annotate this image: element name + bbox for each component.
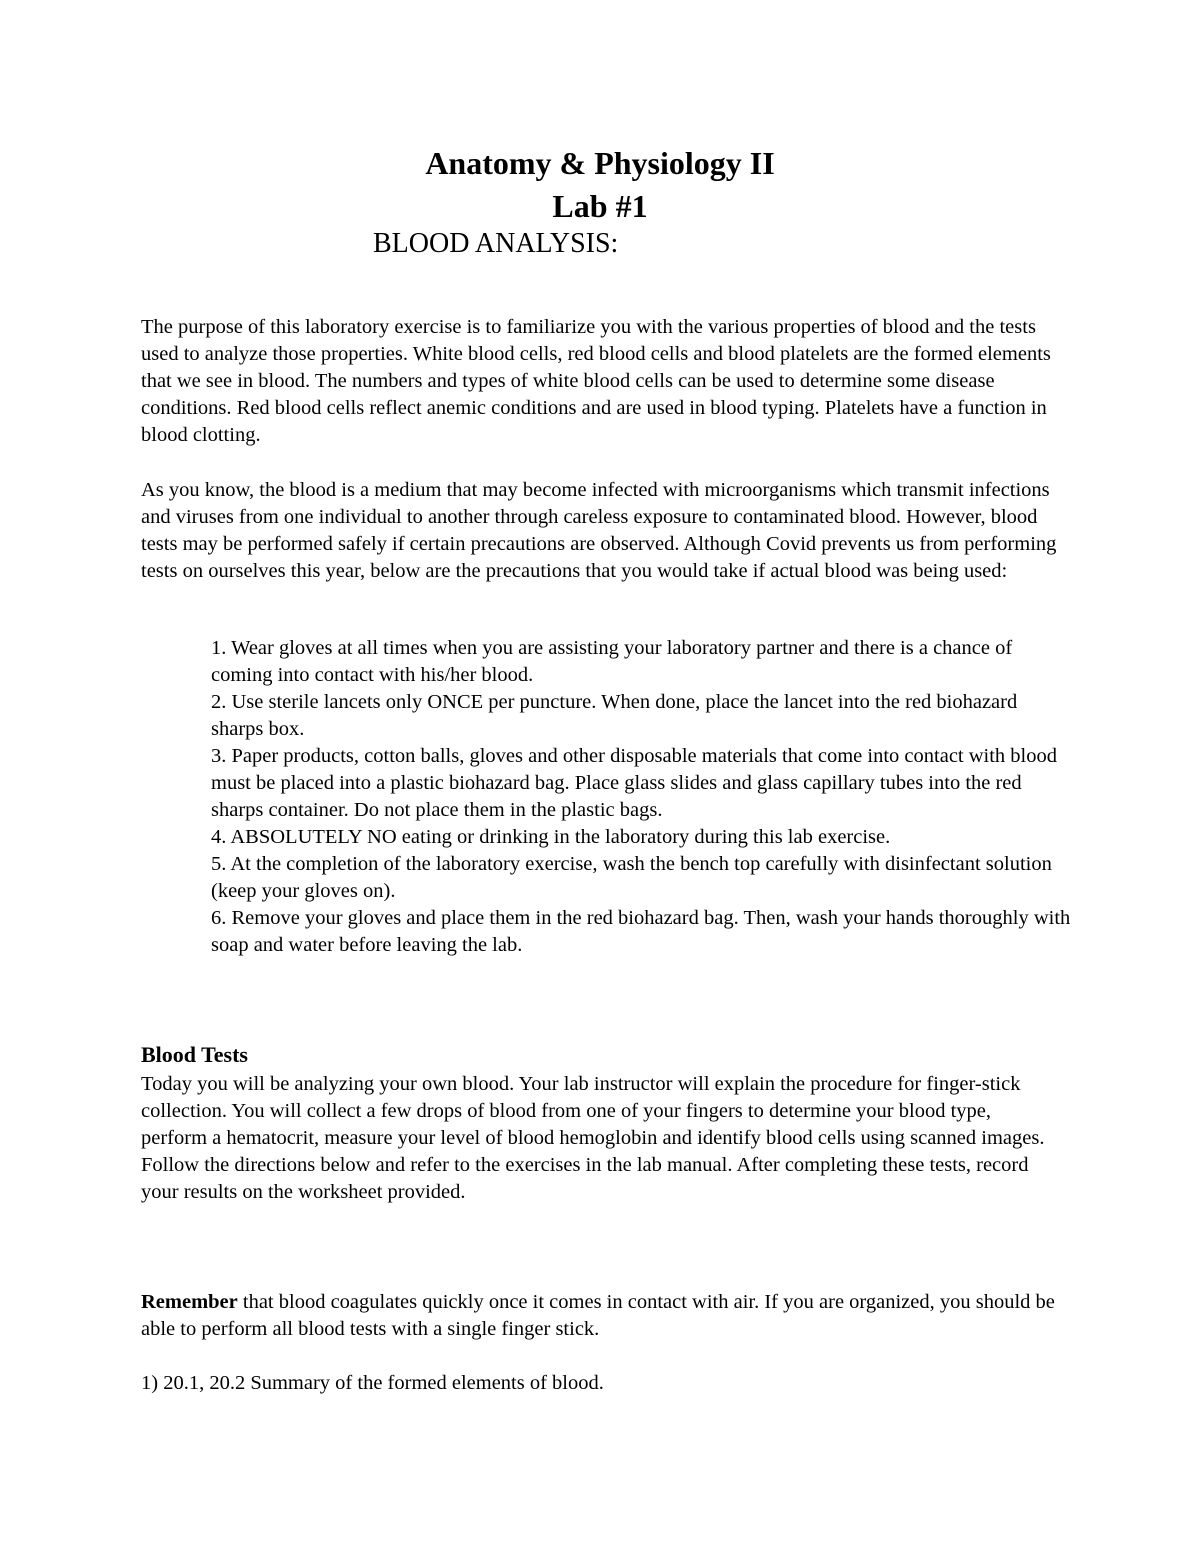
reminder-text: that blood coagulates quickly once it comes in contact with air. If you are organized, you should be able to perform all blood tests with a single finger stick.	[141, 1291, 1055, 1340]
reminder-bold-word: Remember	[141, 1291, 238, 1313]
precautions-list	[211, 635, 1071, 959]
precaution-item: 3. Paper products, cotton balls, gloves and other disposable materials that come into contact with blood must be placed into a plastic biohazard bag. Place glass slides and glass capillary tubes into the red sharps container. Do not place them in the plastic bags.	[211, 745, 1058, 821]
precaution-item: 4. ABSOLUTELY NO eating or drinking in the laboratory during this lab exercise.	[211, 826, 891, 848]
precaution-item: 1. Wear gloves at all times when you are assisting your laboratory partner and there is a chance of coming into contact with his/her blood.	[211, 637, 1013, 686]
reminder-paragraph	[141, 1289, 1061, 1343]
lab-number: Lab #1	[552, 188, 648, 224]
precaution-item: 6. Remove your gloves and place them in the red biohazard bag. Then, wash your hands thoroughly with soap and water before leaving the lab.	[211, 907, 1071, 956]
course-title: Anatomy & Physiology II	[425, 145, 775, 181]
intro-paragraph-2: As you know, the blood is a medium that may become infected with microorganisms which transmit infections and viruses from one individual to another through careless exposure to contaminated blood. However, blood tests may be performed safely if certain precautions are observed. Although Covid prevents us from performing tests on ourselves this year, below are the precautions that you would take if actual blood was being used:	[141, 479, 1057, 582]
numbered-item-1: 1) 20.1, 20.2 Summary of the formed elements of blood.	[141, 1372, 604, 1394]
blood-tests-heading: Blood Tests	[141, 1042, 248, 1067]
precaution-item: 5. At the completion of the laboratory exercise, wash the bench top carefully with disinfectant solution (keep your gloves on).	[211, 853, 1052, 902]
lab-subtitle: BLOOD ANALYSIS:	[373, 228, 619, 259]
intro-paragraph-1: The purpose of this laboratory exercise is to familiarize you with the various properties of blood and the tests used to analyze those properties. White blood cells, red blood cells and blood platelets are the formed elements that we see in blood. The numbers and types of white blood cells can be used to determine some disease conditions. Red blood cells reflect anemic conditions and are used in blood typing. Platelets have a function in blood clotting.	[141, 316, 1051, 446]
precaution-item: 2. Use sterile lancets only ONCE per puncture. When done, place the lancet into the red biohazard sharps box.	[211, 691, 1018, 740]
blood-tests-paragraph: Today you will be analyzing your own blood. Your lab instructor will explain the procedure for finger-stick collection. You will collect a few drops of blood from one of your fingers to determine your blood type, perform a hematocrit, measure your level of blood hemoglobin and identify blood cells using scanned images. Follow the directions below and refer to the exercises in the lab manual. After completing these tests, record your results on the worksheet provided.	[141, 1073, 1045, 1203]
